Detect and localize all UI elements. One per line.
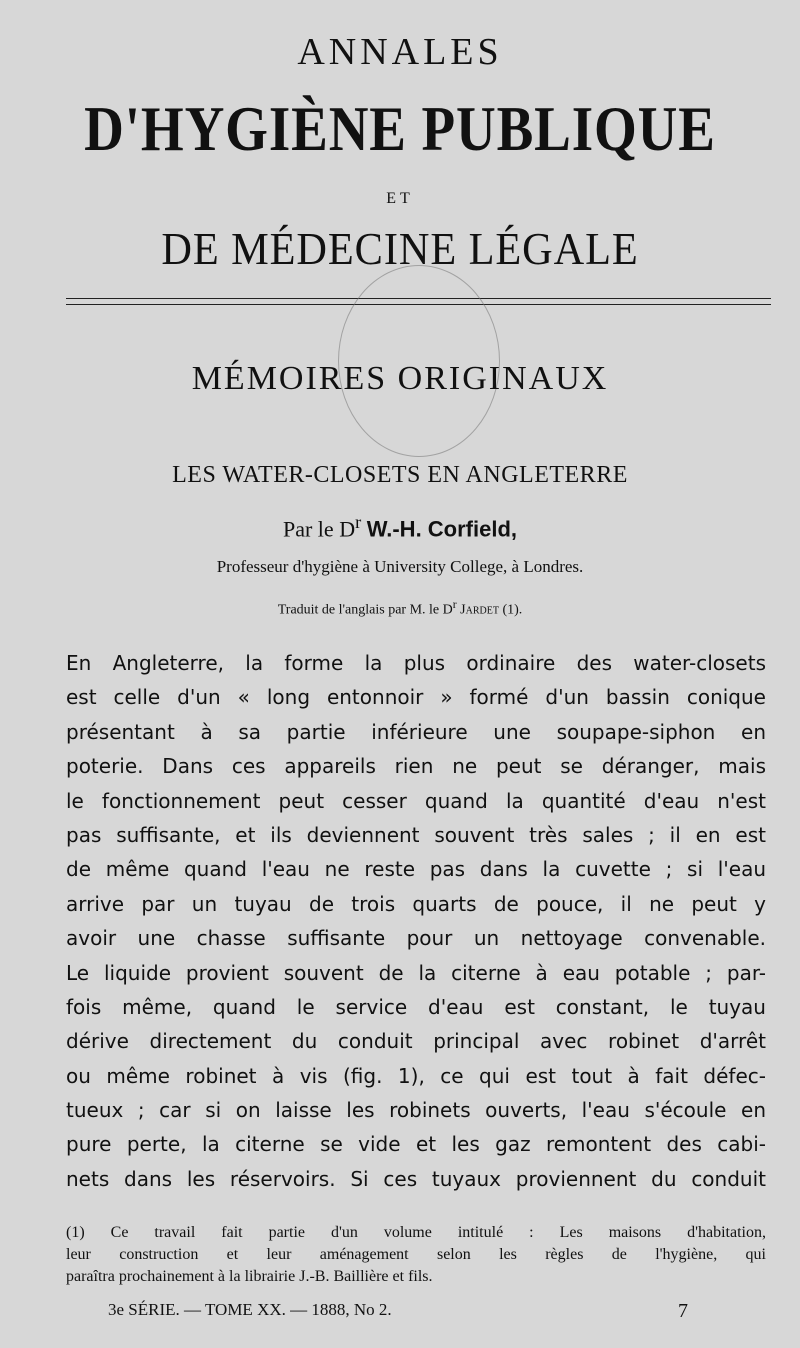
body-line: fois même, quand le service d'eau est constant, le tuyau [66, 994, 766, 1019]
series-info: 3e SÉRIE. — TOME XX. — 1888, No 2. [108, 1300, 392, 1319]
journal-title-medecine: DE MÉDECINE LÉGALE [161, 223, 639, 274]
journal-title-et: ET [386, 190, 414, 207]
body-line: pas suffisante, et ils deviennent souvent très sales ; il en est [66, 822, 766, 847]
body-line: est celle d'un « long entonnoir » formé d'un bassin conique [66, 685, 766, 710]
body-line: poterie. Dans ces appareils rien ne peut se déranger, mais [66, 754, 766, 779]
body-line: ou même robinet à vis (fig. 1), ce qui est tout à fait défec- [66, 1063, 766, 1088]
body-line: le fonctionnement peut cesser quand la quantité d'eau n'est [66, 788, 766, 813]
body-line: arrive par un tuyau de trois quarts de pouce, il ne peut y [66, 891, 766, 916]
footnote [66, 1222, 766, 1288]
author-byline [0, 512, 800, 542]
journal-title-hygiene: D'HYGIÈNE PUBLIQUE [84, 93, 716, 164]
footnote-line: paraîtra prochainement à la librairie J.-B. Baillière et fils. [66, 1268, 433, 1285]
author-affiliation: Professeur d'hygiène à University College, à Londres. [216, 557, 584, 576]
footnote-line: leur construction et leur aménagement selon les règles de l'hygiène, qui [66, 1246, 766, 1263]
page-number: 7 [678, 1300, 688, 1322]
body-line: En Angleterre, la forme la plus ordinaire des water-closets [66, 651, 766, 675]
article-body [66, 646, 766, 1196]
body-line: tueux ; car si on laisse les robinets ouverts, l'eau s'écoule en [66, 1098, 766, 1123]
body-line: nets dans les réservoirs. Si ces tuyaux proviennent du conduit [66, 1166, 766, 1191]
body-line: avoir une chasse suffisante pour un nettoyage convenable. [66, 926, 766, 951]
byline-sup: r [355, 512, 362, 532]
article-title: LES WATER-CLOSETS EN ANGLETERRE [172, 462, 628, 488]
translator-note: (1). [502, 602, 523, 618]
page-footer [108, 1300, 688, 1320]
body-line: pure perte, la citerne se vide et les gaz remontent des cabi- [66, 1132, 766, 1157]
body-line: présentant à sa partie inférieure une soupape-siphon en [66, 719, 766, 744]
body-line: dérive directement du conduit principal avec robinet d'arrêt [66, 1029, 766, 1054]
body-line: de même quand l'eau ne reste pas dans la cuvette ; si l'eau [66, 857, 766, 882]
section-title: MÉMOIRES ORIGINAUX [191, 360, 609, 397]
byline-prefix: Par le D [282, 516, 356, 542]
author-name: W.-H. Corfield, [366, 516, 518, 542]
footnote-line: (1) Ce travail fait partie d'un volume intitulé : Les maisons d'habitation, [66, 1224, 766, 1241]
translator-name: Jardet [460, 602, 499, 618]
translator-prefix: Traduit de l'anglais par M. le D [277, 602, 453, 618]
translator-line [0, 598, 800, 619]
translator-sup: r [452, 598, 457, 611]
body-line: Le liquide provient souvent de la citerne à eau potable ; par- [66, 960, 766, 985]
journal-title-annales: ANNALES [297, 31, 503, 73]
